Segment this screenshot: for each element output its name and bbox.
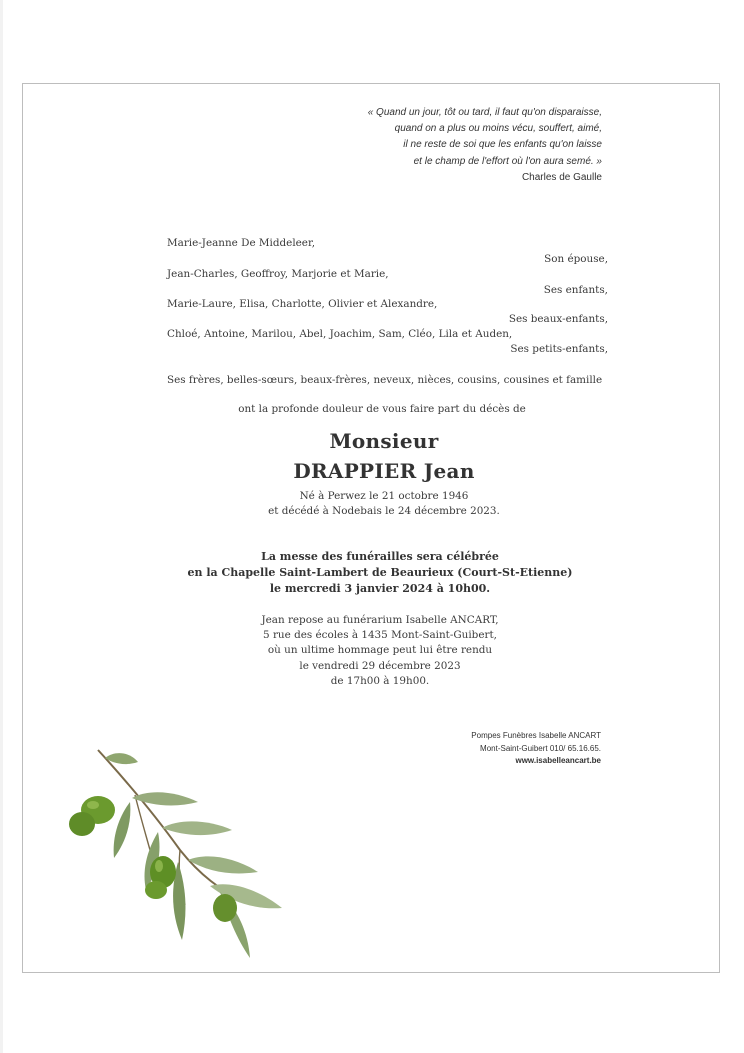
funeral-home-info	[471, 730, 601, 768]
quote-line: « Quand un jour, tôt ou tard, il faut qu'on disparaisse,	[367, 107, 602, 118]
deceased-name: DRAPPIER Jean	[293, 459, 475, 483]
birth-death-info	[12, 489, 744, 519]
funeral-home-contact: Mont-Saint-Guibert 010/ 65.16.65.	[480, 743, 601, 753]
quote-author: Charles de Gaulle	[521, 171, 602, 183]
visitation-line: 5 rue des écoles à 1435 Mont-Saint-Guibert,	[263, 629, 497, 642]
grandchildren-role: Ses petits-enfants,	[510, 343, 608, 355]
deceased-title: Monsieur	[329, 429, 439, 453]
grandchildren-names: Chloé, Antoine, Marilou, Abel, Joachim, Sam, Cléo, Lila et Auden,	[167, 328, 513, 340]
funeral-home-name: Pompes Funèbres Isabelle ANCART	[471, 731, 601, 740]
children-role: Ses enfants,	[543, 284, 608, 296]
visitation-line: où un ultime hommage peut lui être rendu	[267, 644, 493, 657]
ceremony-info	[8, 549, 744, 597]
spouse-role: Son épouse,	[544, 253, 608, 265]
extended-family: Ses frères, belles-sœurs, beaux-frères, neveux, nièces, cousins, cousines et famille	[167, 374, 603, 386]
ceremony-line: La messe des funérailles sera célébrée	[261, 550, 499, 563]
visitation-line: de 17h00 à 19h00.	[330, 674, 430, 687]
birth-line: Né à Perwez le 21 octobre 1946	[299, 490, 469, 502]
quote-line: quand on a plus ou moins vécu, souffert, aimé,	[394, 123, 602, 135]
quote-line: il ne reste de soi que les enfants qu'on laisse	[403, 139, 602, 151]
ceremony-line: en la Chapelle Saint-Lambert de Beaurieux (Court-St-Etienne)	[187, 566, 573, 579]
announcement-intro: ont la profonde douleur de vous faire part du décès de	[238, 403, 526, 415]
children-names: Jean-Charles, Geoffroy, Marjorie et Marie,	[167, 268, 389, 280]
epigraph-quote	[242, 105, 602, 186]
stepchildren-role: Ses beaux-enfants,	[508, 313, 608, 325]
stepchildren-names: Marie-Laure, Elisa, Charlotte, Olivier et Alexandre,	[167, 298, 438, 310]
ceremony-line: le mercredi 3 janvier 2024 à 10h00.	[269, 582, 491, 595]
visitation-line: Jean repose au funérarium Isabelle ANCART,	[261, 614, 499, 626]
scan-edge	[0, 0, 3, 1053]
olive-branch-icon	[60, 740, 300, 970]
visitation-line: le vendredi 29 décembre 2023	[299, 659, 461, 672]
death-line: et décédé à Nodebais le 24 décembre 2023.	[268, 505, 500, 517]
funeral-home-website: www.isabelleancart.be	[515, 756, 601, 765]
quote-line: et le champ de l'effort où l'on aura semé. »	[413, 155, 602, 167]
spouse-name: Marie-Jeanne De Middeleer,	[167, 237, 316, 249]
visitation-info	[8, 613, 744, 689]
